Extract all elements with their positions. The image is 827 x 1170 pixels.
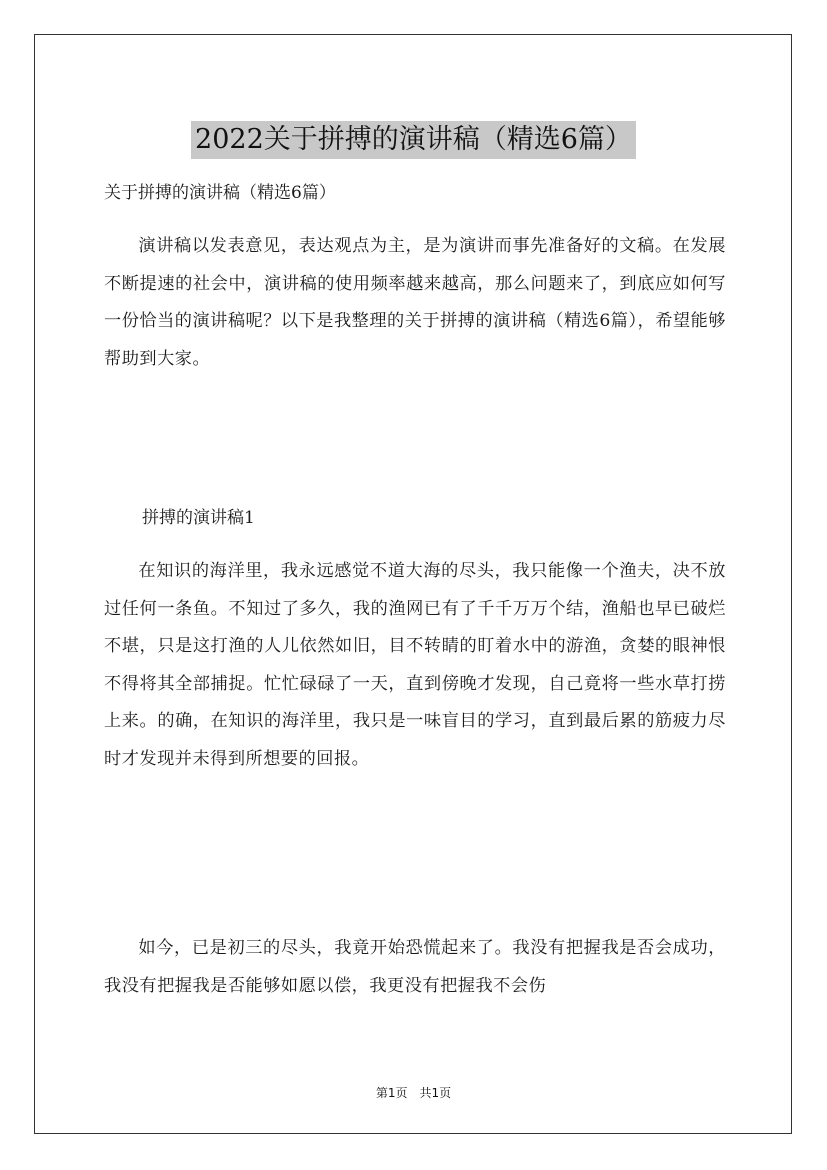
document-subtitle: 关于拼搏的演讲稿（精选6篇） — [104, 183, 336, 203]
document-title: 2022关于拼搏的演讲稿（精选6篇） — [191, 121, 636, 159]
body-paragraph-1: 在知识的海洋里，我永远感觉不道大海的尽头，我只能像一个渔夫，决不放过任何一条鱼。不知过了多久，我的渔网已有了千千万万个结，渔船也早已破烂不堪，只是这打渔的人儿依然如旧，目不转睛的盯着水中的游渔，贪婪的眼神恨不得将其全部捕捉。忙忙碌碌了一天，直到傍晚才发现，自己竟将一些水草打捞上来。的确，在知识的海洋里，我只是一味盲目的学习，直到最后累的筋疲力尽时才发现并未得到所想要的回报。 — [104, 561, 726, 769]
section-heading: 拼搏的演讲稿1 — [142, 508, 255, 528]
page-footer: 第1页 共1页 — [375, 1086, 452, 1100]
intro-paragraph: 演讲稿以发表意见，表达观点为主，是为演讲而事先准备好的文稿。在发展不断提速的社会中，演讲稿的使用频率越来越高，那么问题来了，到底应如何写一份恰当的演讲稿呢？以下是我整理的关于拼搏的演讲稿（精选6篇），希望能够帮助到大家。 — [104, 236, 726, 369]
body-paragraph-2: 如今，已是初三的尽头，我竟开始恐慌起来了。我没有把握我是否会成功，我没有把握我是否能够如愿以偿，我更没有把握我不会伤 — [104, 938, 726, 996]
title-container — [0, 103, 827, 177]
